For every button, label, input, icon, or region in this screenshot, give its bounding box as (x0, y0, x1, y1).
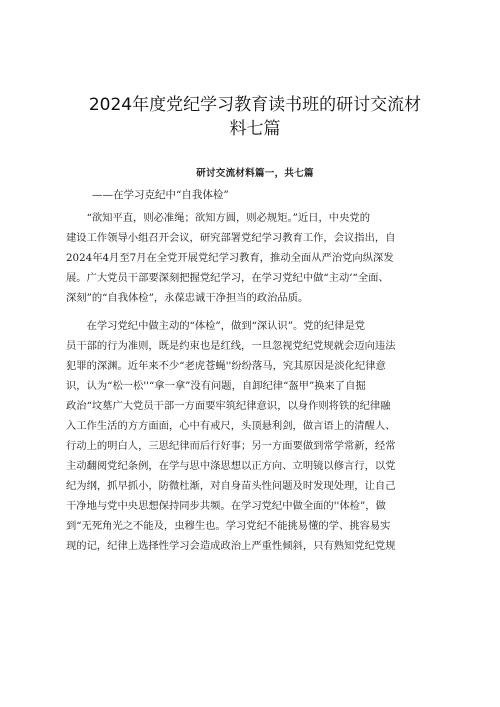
title-line: 料七篇 (229, 119, 281, 139)
text-line: 现的记，纪律上选择性学习会造成政治上严重性倾斜，只有熟知党纪党规 (66, 540, 396, 552)
text-line: 在学习党纪中做主动的“体检”，做到“深认识”。党的纪律是党 (66, 320, 366, 332)
text-line: “欲知平直，则必准绳；欲知方圆，则必规矩。”近日，中央党的 (66, 212, 370, 224)
section-subtitle: 研讨交流材料篇一，共七篇 (196, 168, 314, 179)
text-line: 政治“坟墓广大党员干部一方面要牢筑纪律意识，以身作则将铁的纪律融 (66, 400, 391, 412)
text-line: 到“无死角光之不能及，虫穆生也。学习党纪不能挑易懂的学、挑容易实 (66, 520, 391, 532)
paragraph (66, 316, 444, 556)
text-line: 干净地与党中央思想保持同步共频。在学习党纪中做全面的''体检”，做 (66, 500, 386, 512)
text-line: 入工作生活的方方面面，心中有戒尺，头顶悬利剑，做言语上的清醒人、 (66, 420, 396, 432)
document-body (66, 208, 444, 556)
section-dash-heading: ——在学习克纪中“自我体检” (92, 189, 229, 201)
text-line: 展。广大党员干部要深刻把握党纪学习，在学习党纪中做“主动’“全面、 (66, 272, 389, 284)
text-line: 深刻”的“自我体检”，永葆忠诚干净担当的政治品质。 (66, 292, 309, 304)
text-line: 员干部的行为准则，既是约束也是红线，一旦忽视党纪党规就会迈向违法 (66, 340, 396, 352)
text-line: 行动上的明白人，三思纪律而后行好事；另一方面要做到常学常新，经常 (66, 440, 396, 452)
title-line: 2024年度党纪学习教育读书班的研讨交流材 (88, 95, 422, 115)
text-line: 主动翻阅党纪条例，在学与思中涤思想以正方向、立明镜以修言行，以党 (66, 460, 396, 472)
text-line: 2024年4月至7月在全党开展党纪学习教育，推动全面从严治党向纵深发 (66, 252, 394, 264)
text-line: 识，认为“松一松''“拿一拿”没有问题，自卸纪律“盔甲”换来了自掘 (66, 380, 366, 392)
text-line: 纪为纲，抓早抓小，防微杜渐，对自身苗头性问题及时发现处理，让自己 (66, 480, 396, 492)
text-line: 建设工作领导小组召开会议，研究部署党纪学习教育工作，会议指出，自 (66, 232, 396, 244)
document-title (66, 0, 444, 141)
paragraph (66, 208, 444, 308)
text-line: 犯罪的深渊。近年来不少“老虎苍蝇''纷纷落马，究其原因是淡化纪律意 (66, 360, 386, 372)
